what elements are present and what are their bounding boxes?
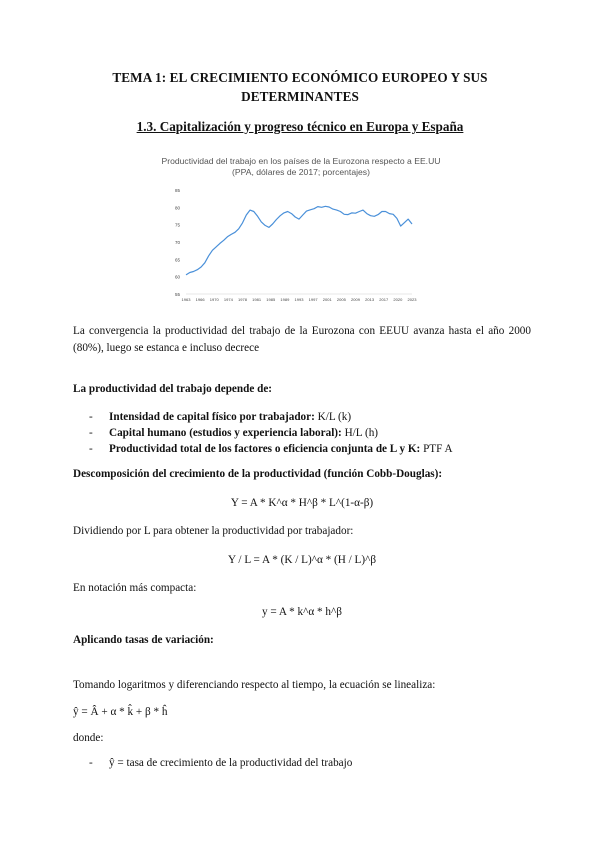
heading-productivity-depends: La productividad del trabajo depende de: [73,383,273,395]
paragraph-logarithms: Tomando logaritmos y diferenciando respecto al tiempo, la ecuación se linealiza: [73,679,436,691]
x-tick-label: 1963 [181,297,191,302]
chart-subtitle: (PPA, dólares de 2017; porcentajes) [232,167,370,177]
equation-per-worker: Y / L = A * (K / L)^α * (H / L)^β [227,554,377,566]
x-tick-label: 1985 [266,297,276,302]
chart-title: Productividad del trabajo en los países de la Eurozona respecto a EE.UU [161,156,441,166]
x-tick-label: 2005 [336,297,346,302]
title-line-2: DETERMINANTES [241,89,359,104]
y-tick-label: 55 [174,292,180,297]
list-item-value: K/L (k) [314,411,352,423]
heading-growth-rates: Aplicando tasas de variación: [73,634,214,646]
y-tick-label: 70 [174,240,180,245]
x-tick-label: 1993 [294,297,304,302]
productivity-chart [140,152,462,304]
list-item [89,441,453,457]
x-tick-label: 1981 [252,297,262,302]
title-line-1: TEMA 1: EL CRECIMIENTO ECONÓMICO EUROPEO Y SUS [112,70,488,85]
y-tick-label: 80 [174,205,180,211]
chart-plot [140,152,462,304]
paragraph-divide-by-l: Dividiendo por L para obtener la productividad por trabajador: [73,525,354,537]
equation-cobb-douglas: Y = A * K^α * H^β * L^(1-α-β) [230,497,374,509]
y-tick-label: 85 [174,188,180,193]
x-tick-label: 2009 [351,297,360,302]
heading-decomposition: Descomposición del crecimiento de la productividad (función Cobb-Douglas): [73,468,443,480]
x-tick-label: 1978 [238,297,247,302]
list-item-value: H/L (h) [341,427,379,439]
x-tick-label: 2017 [379,297,389,302]
paragraph-convergence: La convergencia la productividad del trabajo de la Eurozona con EEUU avanza hasta el año 2000 (80%), luego se estanca e incluso decrece [73,325,531,354]
list-item-term: Capital humano (estudios y experiencia laboral): [109,427,342,439]
x-tick-label: 1970 [209,297,219,302]
x-tick-label: 1974 [223,297,233,302]
list-dash: - [89,411,93,423]
list-item-value: PTF A [420,443,453,455]
y-tick-label: 60 [174,274,180,280]
paragraph-compact-notation: En notación más compacta: [73,582,197,594]
x-tick-label: 1997 [308,297,318,302]
list-item-term: Productividad total de los factores o eficiencia conjunta de L y K: [109,443,421,455]
y-tick-label: 75 [174,222,180,228]
x-tick-label: 2013 [365,297,375,302]
definition-text: ŷ = tasa de crecimiento de la productividad del trabajo [109,757,353,769]
list-dash: - [89,427,93,439]
y-tick-label: 65 [174,257,180,263]
list-item [89,409,351,425]
x-tick-label: 2001 [322,297,332,302]
paragraph-donde: donde: [73,732,104,744]
x-tick-label: 1989 [280,297,290,302]
equation-compact: y = A * k^α * h^β [262,606,342,618]
equation-growth: ŷ = Â + α * k̂ + β * ĥ [73,706,168,718]
definition-item [89,755,352,771]
list-item [89,425,378,441]
section-subtitle: 1.3. Capitalización y progreso técnico en Europa y España [136,119,464,134]
list-dash: - [89,443,93,455]
x-tick-label: 1966 [195,297,205,302]
document-title [90,68,510,106]
series-line [186,206,412,275]
x-tick-label: 2020 [393,297,403,302]
list-dash: - [89,757,93,769]
list-item-term: Intensidad de capital físico por trabajador: [109,411,315,423]
x-tick-label: 2023 [407,297,417,302]
